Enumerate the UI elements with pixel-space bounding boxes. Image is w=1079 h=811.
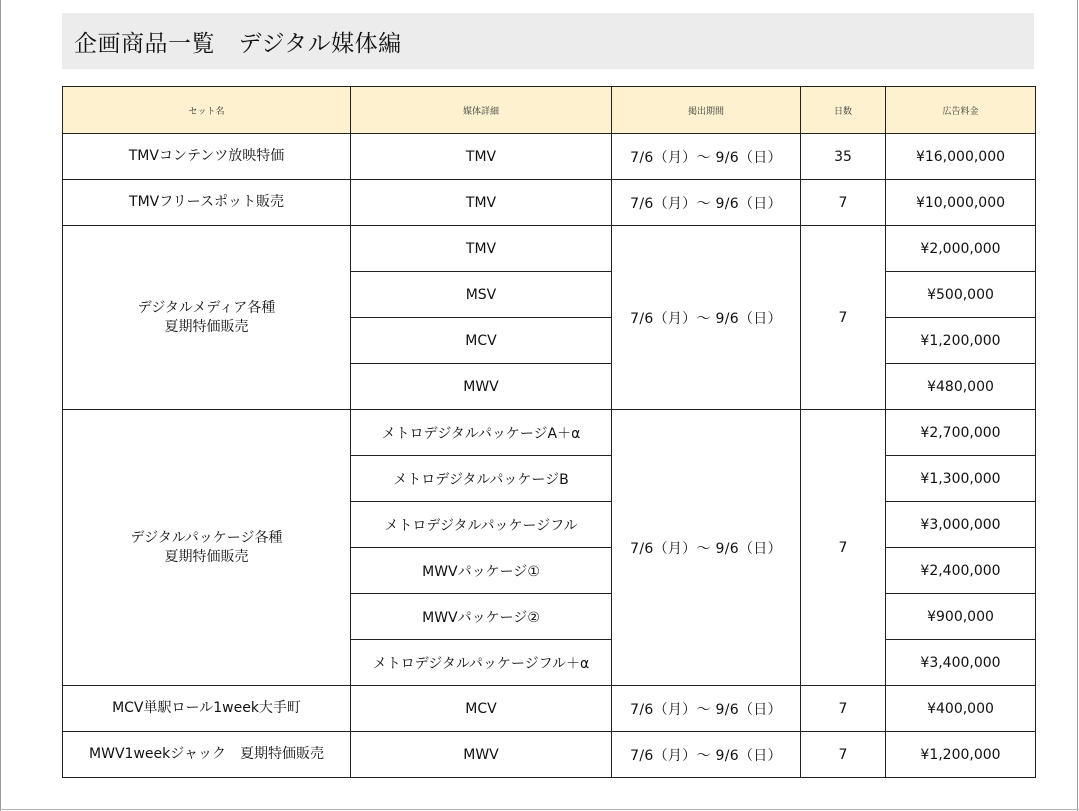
days-cell: 7 [801, 410, 886, 686]
set-name-cell [63, 134, 351, 180]
fee-cell: ¥900,000 [886, 594, 1036, 640]
fee-cell: ¥3,400,000 [886, 640, 1036, 686]
header-days: 日数 [801, 87, 886, 134]
table-row [63, 226, 1036, 272]
media-detail-cell: TMV [351, 226, 612, 272]
table-row [63, 686, 1036, 732]
set-name-cell [63, 180, 351, 226]
fee-cell: ¥500,000 [886, 272, 1036, 318]
media-detail-cell: メトロデジタルパッケージB [351, 456, 612, 502]
fee-cell: ¥1,200,000 [886, 318, 1036, 364]
fee-cell: ¥10,000,000 [886, 180, 1036, 226]
fee-cell: ¥2,000,000 [886, 226, 1036, 272]
set-name-line2: 夏期特価販売 [164, 318, 249, 335]
table-body [63, 134, 1036, 778]
table-row [63, 410, 1036, 456]
set-name-line1: MWV1weekジャック 夏期特価販売 [89, 746, 324, 762]
set-name-line1: デジタルパッケージ各種 [130, 529, 283, 546]
media-detail-cell: MWVパッケージ① [351, 548, 612, 594]
table-row [63, 732, 1036, 778]
set-name-line2: 夏期特価販売 [164, 548, 249, 565]
table-row [63, 134, 1036, 180]
days-cell: 7 [801, 180, 886, 226]
set-name-cell [63, 226, 351, 410]
fee-cell: ¥1,300,000 [886, 456, 1036, 502]
set-name-cell [63, 732, 351, 778]
set-name-cell [63, 410, 351, 686]
fee-cell: ¥16,000,000 [886, 134, 1036, 180]
media-detail-cell: TMV [351, 134, 612, 180]
set-name-line1: MCV単駅ロール1week大手町 [112, 700, 301, 716]
days-cell: 35 [801, 134, 886, 180]
set-name-cell [63, 686, 351, 732]
fee-cell: ¥3,000,000 [886, 502, 1036, 548]
slide-border-bottom [0, 809, 1079, 810]
period-cell: 7/6（月）～ 9/6（日） [612, 732, 801, 778]
header-media-detail: 媒体詳細 [351, 87, 612, 134]
media-detail-cell: MWV [351, 732, 612, 778]
pricing-table [62, 86, 1036, 778]
header-fee: 広告料金 [886, 87, 1036, 134]
period-cell: 7/6（月）～ 9/6（日） [612, 226, 801, 410]
fee-cell: ¥400,000 [886, 686, 1036, 732]
media-detail-cell: TMV [351, 180, 612, 226]
fee-cell: ¥480,000 [886, 364, 1036, 410]
period-cell: 7/6（月）～ 9/6（日） [612, 180, 801, 226]
period-cell: 7/6（月）～ 9/6（日） [612, 134, 801, 180]
page-title: 企画商品一覧 デジタル媒体編 [62, 13, 1034, 69]
days-cell: 7 [801, 226, 886, 410]
media-detail-cell: MCV [351, 686, 612, 732]
days-cell: 7 [801, 686, 886, 732]
fee-cell: ¥2,700,000 [886, 410, 1036, 456]
media-detail-cell: MSV [351, 272, 612, 318]
table-row [63, 180, 1036, 226]
fee-cell: ¥2,400,000 [886, 548, 1036, 594]
header-set-name: セット名 [63, 87, 351, 134]
fee-cell: ¥1,200,000 [886, 732, 1036, 778]
days-cell: 7 [801, 732, 886, 778]
media-detail-cell: メトロデジタルパッケージA＋α [351, 410, 612, 456]
set-name-line1: TMVフリースポット販売 [129, 194, 284, 210]
slide-border-left [0, 0, 1, 811]
slide-border-right [1077, 0, 1078, 811]
media-detail-cell: MWVパッケージ② [351, 594, 612, 640]
period-cell: 7/6（月）～ 9/6（日） [612, 410, 801, 686]
period-cell: 7/6（月）～ 9/6（日） [612, 686, 801, 732]
media-detail-cell: MCV [351, 318, 612, 364]
set-name-line1: TMVコンテンツ放映特価 [128, 148, 285, 164]
media-detail-cell: メトロデジタルパッケージフル [351, 502, 612, 548]
header-period: 掲出期間 [612, 87, 801, 134]
media-detail-cell: MWV [351, 364, 612, 410]
media-detail-cell: メトロデジタルパッケージフル＋α [351, 640, 612, 686]
table-header-row [63, 87, 1036, 134]
set-name-line1: デジタルメディア各種 [137, 299, 276, 316]
